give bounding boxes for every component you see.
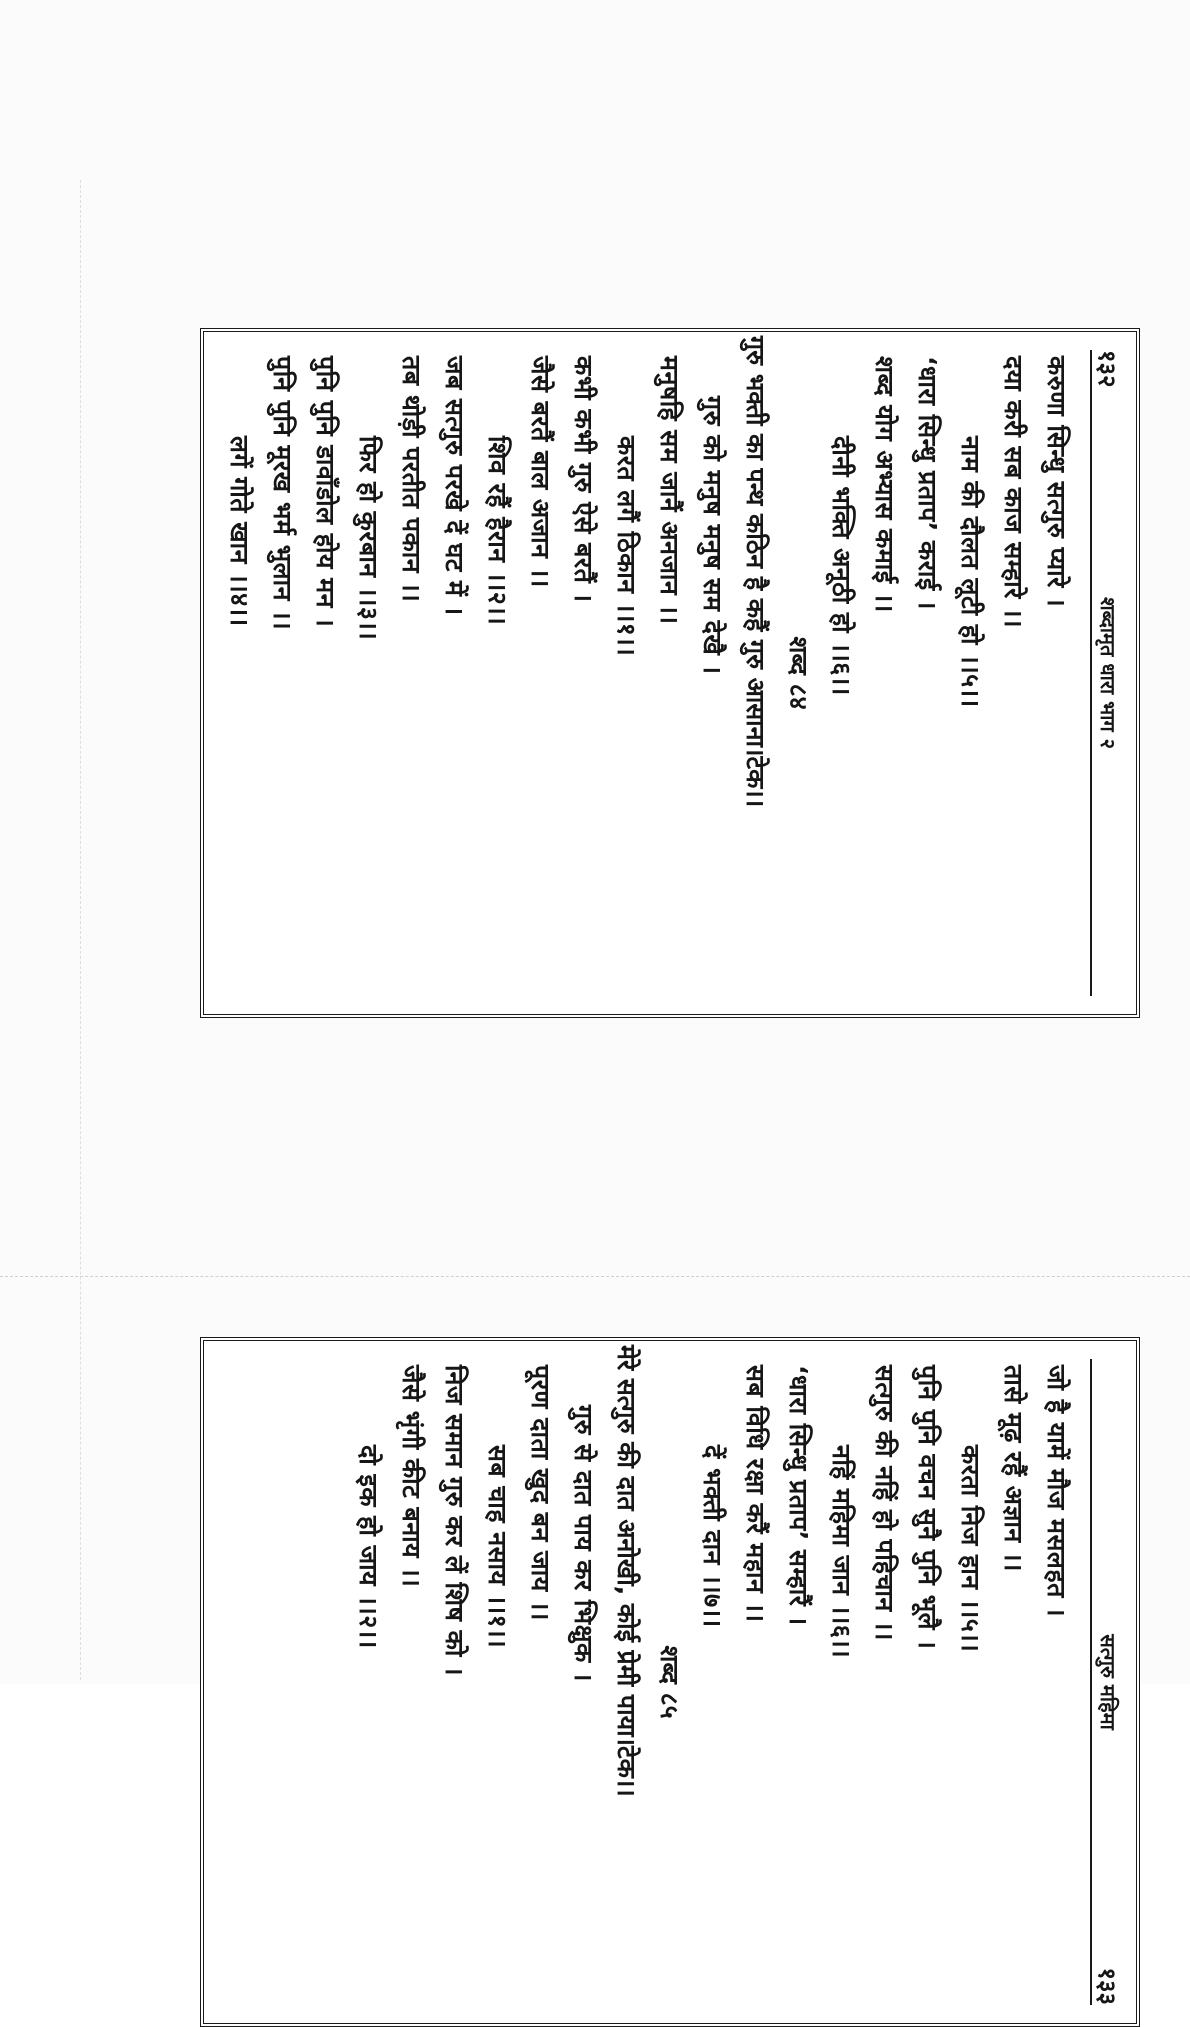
verse-line: करता निज हान ।।५।।	[956, 1445, 985, 1653]
shabd-heading: शब्द ८४	[784, 636, 813, 710]
verse-line: जो है यामें मौज मसलहत ।	[1042, 1365, 1071, 1618]
verse-line: सब विधि रक्षा करैं महान ।।	[741, 1365, 770, 1623]
verse-line: जैसे भृंगी कीट बनाय ।।	[397, 1365, 426, 1588]
verse-line: सत्गुरु की नहिं हो पहिचान ।।	[870, 1365, 899, 1641]
verse-line: नहिं महिमा जान ।।६।।	[827, 1445, 856, 1659]
verse-line: शब्द योग अभ्यास कमाई ।।	[870, 356, 899, 613]
verse-line: फिर हो कुरबान ।।३।।	[354, 436, 383, 641]
verse-line: मनुषहि सम जानैं अनजान ।।	[655, 356, 684, 625]
page-number: १३२	[1093, 350, 1121, 388]
verse-line: ‘धारा सिन्धु प्रताप’ कराई ।	[913, 356, 942, 610]
verse-line: दीनी भक्ति अनूठी हो ।।६।।	[827, 436, 856, 696]
refrain-line: गुरु भक्ती का पन्थ कठिन है कहैं गुरु आसाना।टेक।।	[741, 336, 770, 808]
book-page-132	[200, 328, 1140, 1018]
verse-line: सब चाह नसाय ।।१।।	[483, 1445, 512, 1649]
verse-line: नाम की दौलत लूटी हो ।।५।।	[956, 436, 985, 708]
verse-line: पूरण दाता खुद बन जाय ।।	[526, 1365, 555, 1621]
page-body	[218, 1345, 1078, 1999]
binding-margin-line	[80, 180, 81, 1680]
shabd-heading: शब्द ८५	[655, 1645, 684, 1719]
page-header	[1090, 1359, 1126, 2005]
verse-line: गुरु से दात पाय कर भिक्षुक ।	[569, 1405, 598, 1682]
verse-line: गुरु को मनुष मनुष सम देखै ।	[698, 396, 727, 675]
fold-line	[0, 1276, 1190, 1277]
verse-line: दया करी सब काज सम्हारे ।।	[999, 356, 1028, 628]
verse-line: पुनि पुनि डावाँडोल होय मन ।	[311, 356, 340, 628]
verse-line: करुणा सिन्धु सत्गुरु प्यारे ।	[1042, 356, 1071, 608]
verse-line: करत लगैं ठिकान ।।१।।	[612, 436, 641, 657]
verse-line: तासे मूढ़ रहैं अज्ञान ।।	[999, 1365, 1028, 1572]
verse-line: जैसे बरतैं बाल अजान ।।	[526, 356, 555, 588]
verse-line: जब सत्गुरु परखे दें घट में ।	[440, 356, 469, 616]
verse-line: निज समान गुरु कर लें शिष को ।	[440, 1365, 469, 1677]
verse-line: ‘धारा सिन्धु प्रताप’ सम्हारैं ।	[784, 1365, 813, 1626]
verse-line: पुनि पुनि मूरख भर्म भुलान ।।	[268, 356, 297, 631]
page-header	[1090, 350, 1126, 996]
verse-line: लगें गोते खान ।।४।।	[225, 436, 254, 627]
page-number: १३३	[1093, 1967, 1121, 2005]
page-body	[218, 336, 1078, 990]
verse-line: दें भक्ती दान ।।७।।	[698, 1445, 727, 1628]
refrain-line: मेरे सत्गुरु की दात अनोखी, कोई प्रेमी पाया।टेक।।	[612, 1345, 641, 1797]
book-page-133	[200, 1337, 1140, 2027]
verse-line: कभी कभी गुरु ऐसे बरतैं ।	[569, 356, 598, 603]
running-title: सत्गुरु महिमा	[1096, 1634, 1121, 1730]
verse-line: दो इक हो जाय ।।२।।	[354, 1445, 383, 1649]
verse-line: शिव रहैं हैरान ।।२।।	[483, 436, 512, 626]
verse-line: तब थोड़ी परतीत पकान ।।	[397, 356, 426, 603]
running-title: शब्दामृत धारा भाग २	[1096, 596, 1121, 750]
verse-line: पुनि पुनि वचन सुनै पुनि भूलै ।	[913, 1365, 942, 1650]
